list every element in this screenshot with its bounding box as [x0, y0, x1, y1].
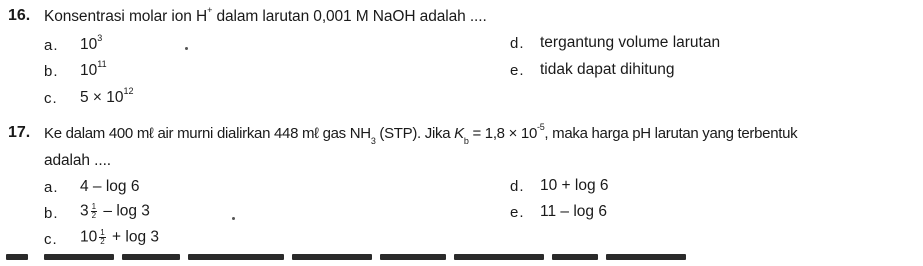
q17-option-b-fraction [91, 203, 97, 220]
q17-stem-sub-3: 3 [370, 136, 376, 146]
q17-option-b-denominator: 2 [91, 211, 97, 220]
q17-option-c-fraction [99, 229, 105, 246]
q16-option-a-text [80, 32, 103, 53]
q17-option-c-text [80, 229, 159, 246]
q16-option-b-text [80, 58, 107, 79]
q16-option-c-letter: c. [44, 90, 58, 107]
q17-stem-part-c: = 1,8 × 10 [468, 125, 538, 142]
q16-option-a-letter: a. [44, 37, 59, 54]
q17-option-b-text [80, 203, 150, 220]
question-16-stem-part-a: Konsentrasi molar ion H [44, 8, 208, 25]
stray-dot [185, 47, 188, 50]
q16-option-c-pre: 5 × 10 [80, 89, 124, 106]
q16-option-d-text: tergantung volume larutan [540, 34, 721, 51]
q17-option-c-whole: 10 [80, 228, 98, 246]
q17-stem-part-b: (STP). Jika [375, 125, 455, 142]
q16-option-e-letter: e. [510, 62, 525, 79]
q17-option-d-text: 10 + log 6 [540, 177, 609, 194]
q17-option-b-letter: b. [44, 205, 59, 222]
q16-option-c-exp: 12 [123, 85, 134, 96]
q17-option-b-numerator: 1 [91, 202, 97, 211]
q17-option-a-letter: a. [44, 179, 59, 196]
q16-option-d-letter: d. [510, 35, 525, 52]
q16-option-b-base: 10 [80, 62, 98, 79]
q17-option-c-letter: c. [44, 231, 58, 248]
question-16-stem-superscript: + [207, 4, 213, 15]
q16-option-a-base: 10 [80, 36, 98, 53]
q16-option-b-exp: 11 [97, 58, 107, 69]
q16-option-b-letter: b. [44, 63, 59, 80]
question-16-stem [44, 4, 487, 25]
q17-stem-k-sub: b [463, 136, 469, 146]
question-16-number: 16. [8, 7, 31, 24]
q16-option-a-exp: 3 [97, 32, 103, 43]
q17-option-b-rest: – log 3 [103, 202, 150, 220]
question-17-number: 17. [8, 124, 31, 141]
q17-option-a-text: 4 – log 6 [80, 178, 140, 195]
q17-option-e-text: 11 – log 6 [540, 203, 607, 220]
q17-stem-part-a: Ke dalam 400 mℓ air murni dialirkan 448 mℓ gas NH [44, 125, 371, 142]
q17-option-c-rest: + log 3 [112, 228, 159, 246]
q17-stem-exp: -5 [537, 122, 545, 132]
q16-option-e-text: tidak dapat dihitung [540, 61, 675, 78]
stray-dot-2 [232, 217, 235, 220]
q17-stem-k: K [454, 125, 464, 142]
q17-option-b-whole: 3 [80, 202, 89, 220]
question-16-stem-part-b: dalam larutan 0,001 M NaOH adalah .... [212, 8, 487, 25]
q17-option-c-numerator: 1 [100, 228, 105, 237]
q17-stem-part-d: , maka harga pH larutan yang terbentuk [544, 125, 798, 142]
q16-option-c-text [80, 85, 134, 106]
q17-option-d-letter: d. [510, 178, 525, 195]
q17-option-c-denominator: 2 [100, 237, 105, 246]
q17-option-e-letter: e. [510, 204, 525, 221]
question-17-stem-line1 [44, 122, 798, 146]
question-17-stem-line2: adalah .... [44, 152, 111, 169]
cut-off-next-question [0, 254, 700, 266]
